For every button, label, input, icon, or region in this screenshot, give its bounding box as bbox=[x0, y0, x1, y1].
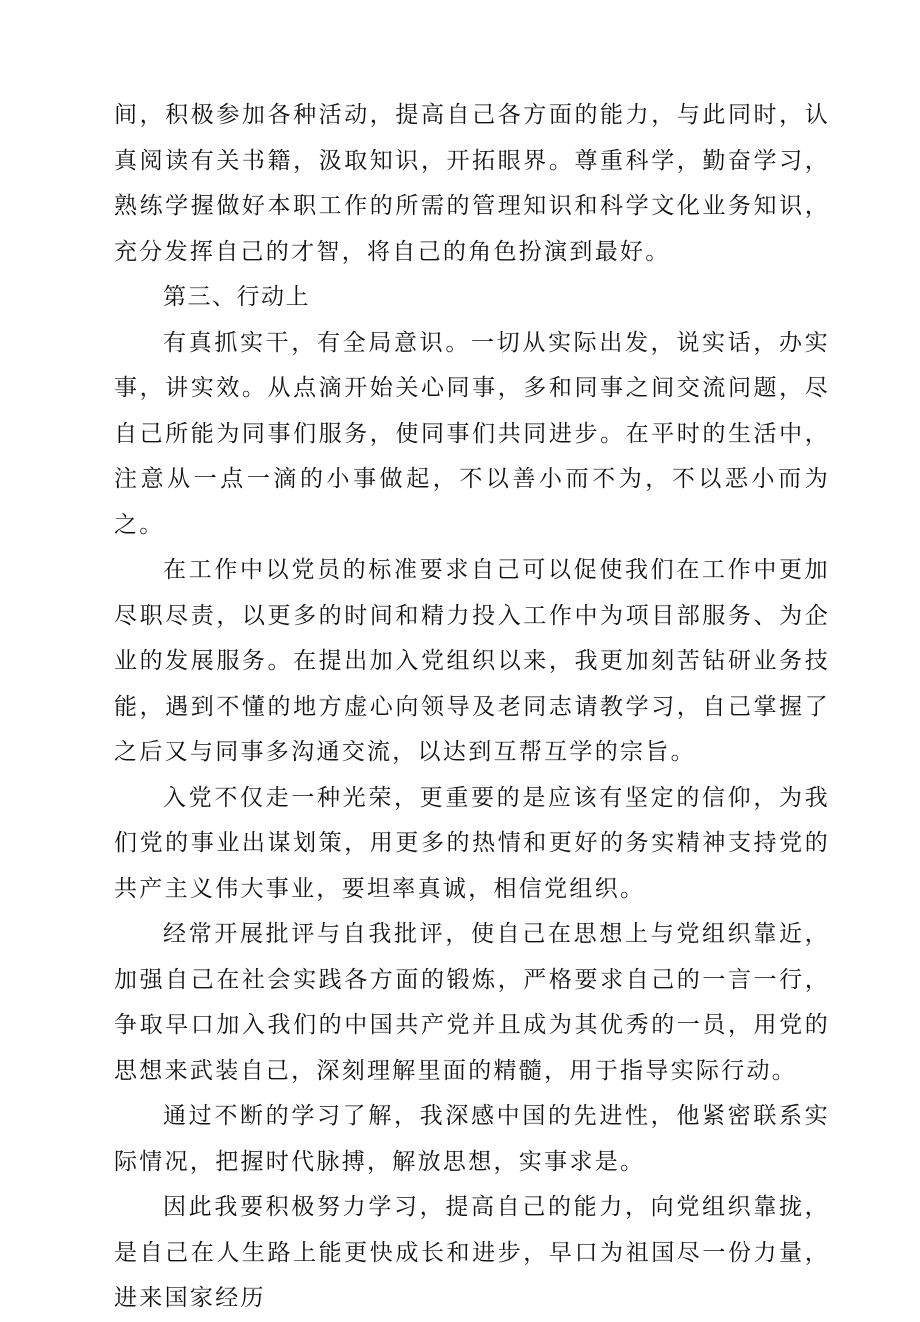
paragraph-continuation: 间，积极参加各种活动，提高自己各方面的能力，与此同时，认真阅读有关书籍，汲取知识，开拓眼界。尊重科学，勤奋学习，熟练学握做好本职工作的所需的管理知识和科学文化业务知识，充分发挥自己的才智，将自己的角色扮演到最好。 bbox=[114, 102, 830, 265]
paragraph-continuous-learning: 通过不断的学习了解，我深感中国的先进性，他紧密联系实际情况，把握时代脉搏，解放思想，实事求是。 bbox=[114, 1103, 830, 1175]
section-heading-action: 第三、行动上 bbox=[163, 284, 310, 310]
paragraph-party-standard: 在工作中以党员的标准要求自己可以促使我们在工作中更加尽职尽责，以更多的时间和精力投入工作中为项目部服务、为企业的发展服务。在提出加入党组织以来，我更加刻苦钻研业务技能，遇到不懂的地方虚心向领导及老同志请教学习，自己掌握了之后又与同事多沟通交流，以达到互帮互学的宗旨。 bbox=[114, 557, 830, 765]
paragraph-conclusion: 因此我要积极努力学习，提高自己的能力，向党组织靠拢，是自己在人生路上能更快成长和进步，早口为祖国尽一份力量，进来国家经历 bbox=[114, 1194, 830, 1311]
paragraph-practical-work: 有真抓实干，有全局意识。一切从实际出发，说实话，办实事，讲实效。从点滴开始关心同事，多和同事之间交流问题，尽自己所能为同事们服务，使同事们共同进步。在平时的生活中，注意从一点一滴的小事做起，不以善小而不为，不以恶小而为之。 bbox=[114, 329, 830, 538]
paragraph-self-criticism: 经常开展批评与自我批评，使自己在思想上与党组织靠近，加强自己在社会实践各方面的锻炼，严格要求自己的一言一行，争取早口加入我们的中国共产党并且成为其优秀的一员，用党的思想来武装自己，深刻理解里面的精髓，用于指导实际行动。 bbox=[114, 921, 830, 1084]
paragraph-belief: 入党不仅走一种光荣，更重要的是应该有坚定的信仰，为我们党的事业出谋划策，用更多的热情和更好的务实精神支持党的共产主义伟大事业，要坦率真诚，相信党组织。 bbox=[114, 784, 830, 902]
